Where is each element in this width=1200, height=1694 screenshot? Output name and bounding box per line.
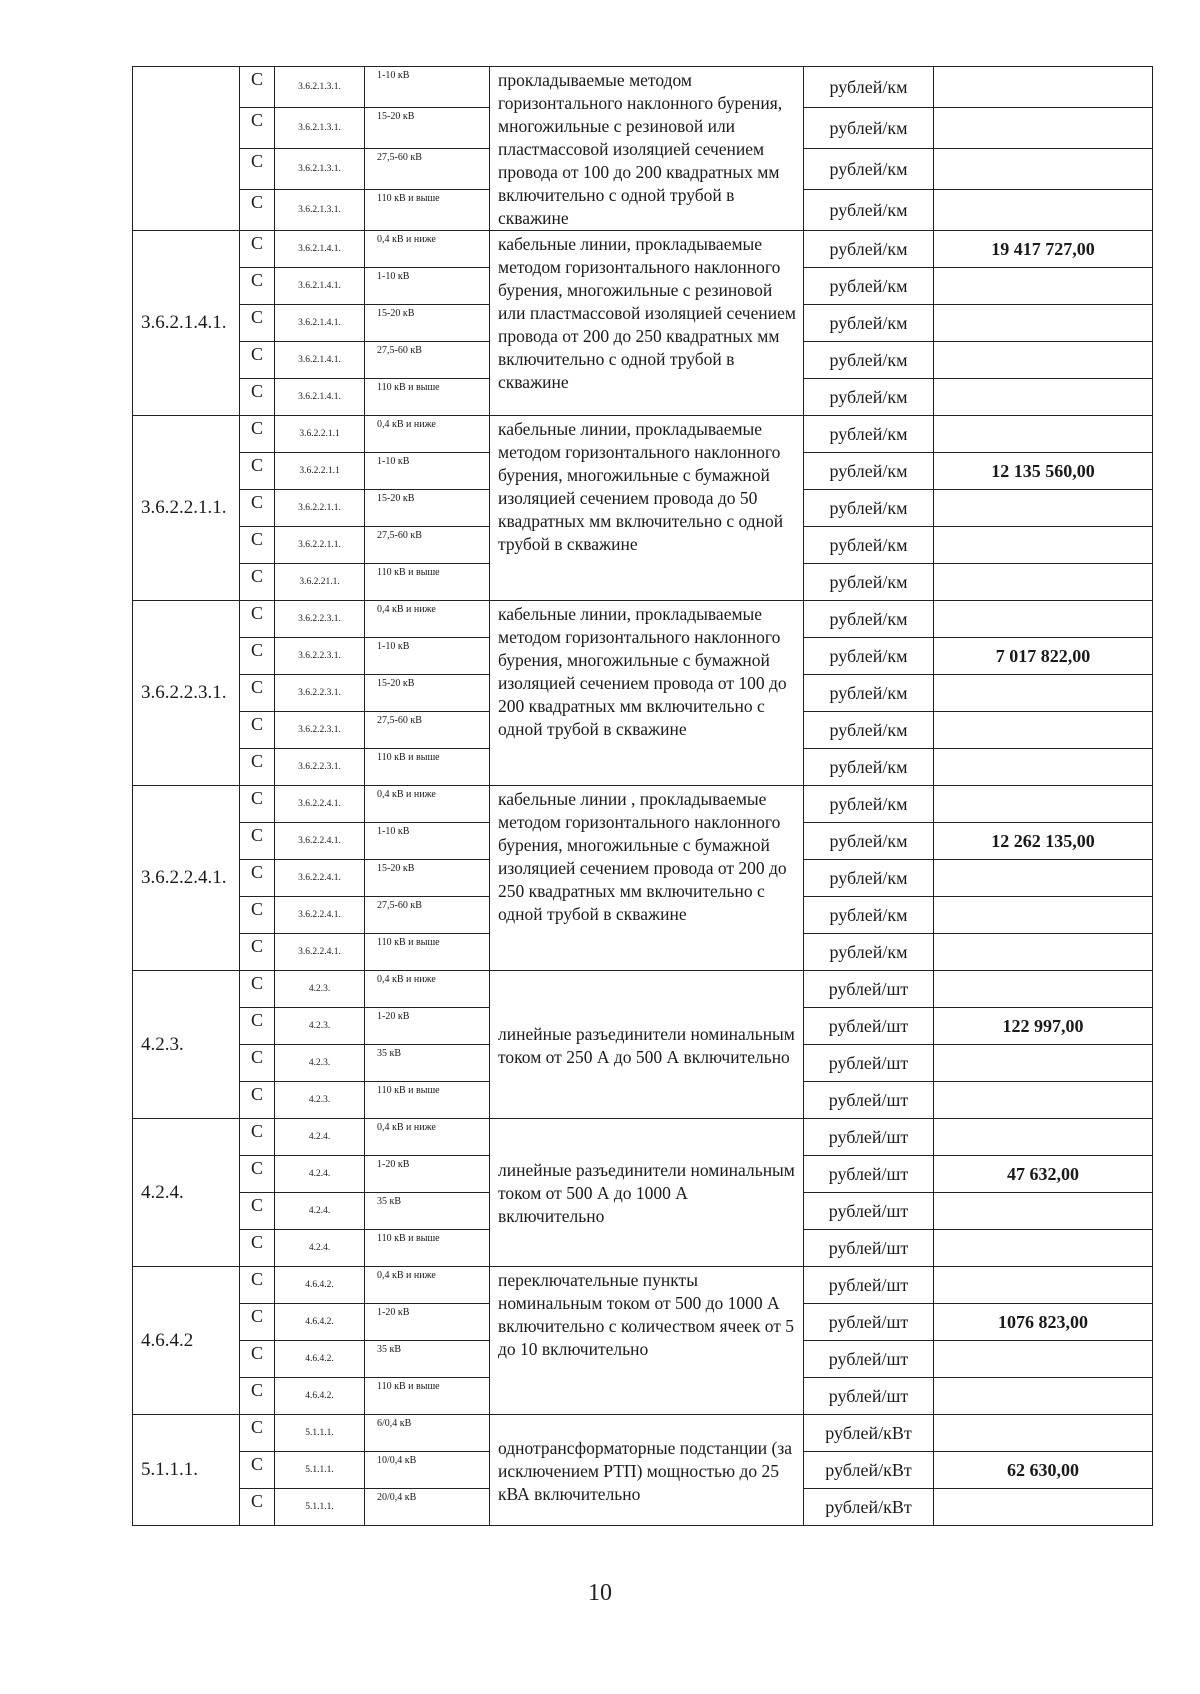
group-number: 3.6.2.1.4.1. [133, 231, 240, 416]
unit-cell: рублей/шт [804, 1267, 934, 1304]
code-cell: 4.2.3. [275, 971, 365, 1008]
unit-cell: рублей/км [804, 149, 934, 190]
unit-cell: рублей/кВт [804, 1452, 934, 1489]
unit-cell: рублей/км [804, 342, 934, 379]
category-cell: С [240, 490, 275, 527]
unit-cell: рублей/шт [804, 1230, 934, 1267]
price-cell [934, 527, 1153, 564]
category-cell: С [240, 305, 275, 342]
voltage-cell: 110 кВ и выше [365, 934, 490, 971]
voltage-cell: 110 кВ и выше [365, 749, 490, 786]
description-cell: линейные разъединители номинальным током от 500 А до 1000 А включительно [490, 1119, 804, 1267]
price-cell: 47 632,00 [934, 1156, 1153, 1193]
unit-cell: рублей/шт [804, 1304, 934, 1341]
category-cell: С [240, 1378, 275, 1415]
page-number: 10 [588, 1580, 612, 1606]
unit-cell: рублей/шт [804, 1193, 934, 1230]
code-cell: 5.1.1.1. [275, 1452, 365, 1489]
price-cell: 12 262 135,00 [934, 823, 1153, 860]
category-cell: С [240, 190, 275, 231]
price-cell: 62 630,00 [934, 1452, 1153, 1489]
code-cell: 3.6.2.1.3.1. [275, 190, 365, 231]
code-cell: 3.6.2.2.1.1. [275, 527, 365, 564]
voltage-cell: 27,5-60 кВ [365, 342, 490, 379]
price-cell [934, 1119, 1153, 1156]
description-cell: переключательные пункты номинальным током от 500 до 1000 А включительно с количеством ячеек от 5 до 10 включительно [490, 1267, 804, 1415]
category-cell: С [240, 231, 275, 268]
code-cell: 4.2.3. [275, 1045, 365, 1082]
category-cell: С [240, 1230, 275, 1267]
category-cell: С [240, 823, 275, 860]
voltage-cell: 110 кВ и выше [365, 1230, 490, 1267]
category-cell: С [240, 712, 275, 749]
code-cell: 5.1.1.1. [275, 1415, 365, 1452]
category-cell: С [240, 1304, 275, 1341]
category-cell: С [240, 638, 275, 675]
unit-cell: рублей/км [804, 564, 934, 601]
price-cell [934, 712, 1153, 749]
code-cell: 4.2.3. [275, 1082, 365, 1119]
category-cell: С [240, 1008, 275, 1045]
unit-cell: рублей/км [804, 601, 934, 638]
price-cell [934, 1415, 1153, 1452]
voltage-cell: 0,4 кВ и ниже [365, 1267, 490, 1304]
price-cell: 122 997,00 [934, 1008, 1153, 1045]
code-cell: 3.6.2.2.4.1. [275, 934, 365, 971]
voltage-cell: 15-20 кВ [365, 490, 490, 527]
voltage-cell: 1-10 кВ [365, 268, 490, 305]
unit-cell: рублей/км [804, 416, 934, 453]
voltage-cell: 10/0,4 кВ [365, 1452, 490, 1489]
unit-cell: рублей/км [804, 638, 934, 675]
voltage-cell: 0,4 кВ и ниже [365, 601, 490, 638]
voltage-cell: 0,4 кВ и ниже [365, 786, 490, 823]
voltage-cell: 110 кВ и выше [365, 1378, 490, 1415]
voltage-cell: 35 кВ [365, 1341, 490, 1378]
voltage-cell: 1-10 кВ [365, 67, 490, 108]
unit-cell: рублей/км [804, 675, 934, 712]
price-cell [934, 67, 1153, 108]
category-cell: С [240, 527, 275, 564]
price-cell [934, 1045, 1153, 1082]
price-cell: 19 417 727,00 [934, 231, 1153, 268]
price-cell [934, 601, 1153, 638]
code-cell: 3.6.2.1.3.1. [275, 67, 365, 108]
price-cell [934, 305, 1153, 342]
code-cell: 3.6.2.2.4.1. [275, 897, 365, 934]
table-row [133, 1119, 1153, 1156]
code-cell: 3.6.2.2.4.1. [275, 860, 365, 897]
code-cell: 3.6.2.2.3.1. [275, 749, 365, 786]
category-cell: С [240, 149, 275, 190]
unit-cell: рублей/км [804, 379, 934, 416]
voltage-cell: 0,4 кВ и ниже [365, 416, 490, 453]
category-cell: С [240, 1082, 275, 1119]
category-cell: С [240, 1156, 275, 1193]
unit-cell: рублей/км [804, 712, 934, 749]
unit-cell: рублей/км [804, 490, 934, 527]
price-cell [934, 1193, 1153, 1230]
code-cell: 3.6.2.21.1. [275, 564, 365, 601]
description-cell: однотрансформаторные подстанции (за исключением РТП) мощностью до 25 кВА включительно [490, 1415, 804, 1526]
table-row [133, 416, 1153, 453]
category-cell: С [240, 1489, 275, 1526]
unit-cell: рублей/шт [804, 971, 934, 1008]
category-cell: С [240, 897, 275, 934]
voltage-cell: 35 кВ [365, 1045, 490, 1082]
price-cell [934, 1267, 1153, 1304]
unit-cell: рублей/км [804, 860, 934, 897]
code-cell: 4.2.4. [275, 1230, 365, 1267]
price-cell: 12 135 560,00 [934, 453, 1153, 490]
category-cell: С [240, 934, 275, 971]
description-cell: прокладываемые методом горизонтального наклонного бурения, многожильные с резиновой или пластмассовой изоляцией сечением провода от 100 до 200 квадратных мм включительно с одной трубой в скважине [490, 67, 804, 231]
price-cell: 1076 823,00 [934, 1304, 1153, 1341]
category-cell: С [240, 1452, 275, 1489]
unit-cell: рублей/км [804, 268, 934, 305]
code-cell: 3.6.2.2.3.1. [275, 675, 365, 712]
voltage-cell: 110 кВ и выше [365, 1082, 490, 1119]
unit-cell: рублей/шт [804, 1341, 934, 1378]
category-cell: С [240, 67, 275, 108]
category-cell: С [240, 1045, 275, 1082]
code-cell: 4.6.4.2. [275, 1267, 365, 1304]
price-cell [934, 749, 1153, 786]
price-cell [934, 786, 1153, 823]
voltage-cell: 0,4 кВ и ниже [365, 231, 490, 268]
price-cell [934, 675, 1153, 712]
unit-cell: рублей/км [804, 453, 934, 490]
group-number: 4.6.4.2 [133, 1267, 240, 1415]
voltage-cell: 1-10 кВ [365, 453, 490, 490]
code-cell: 4.6.4.2. [275, 1341, 365, 1378]
unit-cell: рублей/км [804, 305, 934, 342]
code-cell: 5.1.1.1. [275, 1489, 365, 1526]
code-cell: 3.6.2.1.4.1. [275, 379, 365, 416]
group-number: 4.2.4. [133, 1119, 240, 1267]
unit-cell: рублей/км [804, 823, 934, 860]
table-row [133, 971, 1153, 1008]
unit-cell: рублей/км [804, 67, 934, 108]
code-cell: 3.6.2.2.3.1. [275, 712, 365, 749]
voltage-cell: 20/0,4 кВ [365, 1489, 490, 1526]
group-number: 3.6.2.2.3.1. [133, 601, 240, 786]
code-cell: 4.6.4.2. [275, 1378, 365, 1415]
category-cell: С [240, 1193, 275, 1230]
price-cell [934, 1341, 1153, 1378]
code-cell: 3.6.2.1.4.1. [275, 305, 365, 342]
voltage-cell: 27,5-60 кВ [365, 712, 490, 749]
code-cell: 4.6.4.2. [275, 1304, 365, 1341]
unit-cell: рублей/шт [804, 1119, 934, 1156]
category-cell: С [240, 1267, 275, 1304]
table-row [133, 1415, 1153, 1452]
unit-cell: рублей/км [804, 190, 934, 231]
code-cell: 4.2.4. [275, 1119, 365, 1156]
voltage-cell: 1-10 кВ [365, 823, 490, 860]
voltage-cell: 1-10 кВ [365, 638, 490, 675]
voltage-cell: 0,4 кВ и ниже [365, 1119, 490, 1156]
unit-cell: рублей/шт [804, 1156, 934, 1193]
code-cell: 3.6.2.2.3.1. [275, 638, 365, 675]
voltage-cell: 27,5-60 кВ [365, 897, 490, 934]
code-cell: 3.6.2.2.1.1 [275, 453, 365, 490]
unit-cell: рублей/шт [804, 1082, 934, 1119]
voltage-cell: 27,5-60 кВ [365, 149, 490, 190]
description-cell: кабельные линии, прокладываемые методом горизонтального наклонного бурения, многожильные с бумажной изоляцией сечением провода до 50 квадратных мм включительно с одной трубой в скважине [490, 416, 804, 601]
table-row [133, 601, 1153, 638]
price-cell: 7 017 822,00 [934, 638, 1153, 675]
category-cell: С [240, 1341, 275, 1378]
code-cell: 3.6.2.2.4.1. [275, 823, 365, 860]
unit-cell: рублей/шт [804, 1008, 934, 1045]
group-number: 5.1.1.1. [133, 1415, 240, 1526]
code-cell: 4.2.4. [275, 1193, 365, 1230]
price-cell [934, 108, 1153, 149]
voltage-cell: 15-20 кВ [365, 305, 490, 342]
table-row [133, 786, 1153, 823]
code-cell: 3.6.2.2.4.1. [275, 786, 365, 823]
voltage-cell: 1-20 кВ [365, 1008, 490, 1045]
voltage-cell: 15-20 кВ [365, 860, 490, 897]
category-cell: С [240, 416, 275, 453]
price-cell [934, 1378, 1153, 1415]
price-cell [934, 1082, 1153, 1119]
code-cell: 3.6.2.1.4.1. [275, 231, 365, 268]
voltage-cell: 110 кВ и выше [365, 190, 490, 231]
price-cell [934, 379, 1153, 416]
voltage-cell: 110 кВ и выше [365, 379, 490, 416]
code-cell: 3.6.2.1.4.1. [275, 268, 365, 305]
category-cell: С [240, 786, 275, 823]
unit-cell: рублей/км [804, 897, 934, 934]
category-cell: С [240, 601, 275, 638]
price-cell [934, 860, 1153, 897]
unit-cell: рублей/км [804, 786, 934, 823]
code-cell: 4.2.4. [275, 1156, 365, 1193]
unit-cell: рублей/км [804, 527, 934, 564]
tariff-table [132, 66, 1153, 1526]
price-cell [934, 1230, 1153, 1267]
price-cell [934, 490, 1153, 527]
voltage-cell: 0,4 кВ и ниже [365, 971, 490, 1008]
group-number [133, 67, 240, 231]
unit-cell: рублей/км [804, 749, 934, 786]
category-cell: С [240, 860, 275, 897]
category-cell: С [240, 342, 275, 379]
unit-cell: рублей/км [804, 108, 934, 149]
group-number: 4.2.3. [133, 971, 240, 1119]
category-cell: С [240, 268, 275, 305]
code-cell: 3.6.2.2.3.1. [275, 601, 365, 638]
voltage-cell: 15-20 кВ [365, 675, 490, 712]
price-cell [934, 971, 1153, 1008]
unit-cell: рублей/км [804, 934, 934, 971]
voltage-cell: 35 кВ [365, 1193, 490, 1230]
unit-cell: рублей/км [804, 231, 934, 268]
price-cell [934, 564, 1153, 601]
unit-cell: рублей/кВт [804, 1489, 934, 1526]
voltage-cell: 110 кВ и выше [365, 564, 490, 601]
voltage-cell: 1-20 кВ [365, 1304, 490, 1341]
price-cell [934, 1489, 1153, 1526]
voltage-cell: 6/0,4 кВ [365, 1415, 490, 1452]
voltage-cell: 27,5-60 кВ [365, 527, 490, 564]
category-cell: С [240, 675, 275, 712]
price-cell [934, 897, 1153, 934]
voltage-cell: 15-20 кВ [365, 108, 490, 149]
group-number: 3.6.2.2.4.1. [133, 786, 240, 971]
price-cell [934, 342, 1153, 379]
code-cell: 3.6.2.2.1.1 [275, 416, 365, 453]
category-cell: С [240, 1119, 275, 1156]
unit-cell: рублей/шт [804, 1378, 934, 1415]
code-cell: 4.2.3. [275, 1008, 365, 1045]
price-cell [934, 268, 1153, 305]
unit-cell: рублей/кВт [804, 1415, 934, 1452]
category-cell: С [240, 453, 275, 490]
category-cell: С [240, 564, 275, 601]
code-cell: 3.6.2.1.3.1. [275, 149, 365, 190]
voltage-cell: 1-20 кВ [365, 1156, 490, 1193]
table-row [133, 231, 1153, 268]
table-row [133, 67, 1153, 108]
price-cell [934, 149, 1153, 190]
code-cell: 3.6.2.1.4.1. [275, 342, 365, 379]
code-cell: 3.6.2.2.1.1. [275, 490, 365, 527]
category-cell: С [240, 1415, 275, 1452]
category-cell: С [240, 971, 275, 1008]
description-cell: кабельные линии, прокладываемые методом горизонтального наклонного бурения, многожильные с резиновой или пластмассовой изоляцией сечением провода от 200 до 250 квадратных мм включительно с одной трубой в скважине [490, 231, 804, 416]
table-row [133, 1267, 1153, 1304]
category-cell: С [240, 379, 275, 416]
description-cell: кабельные линии, прокладываемые методом горизонтального наклонного бурения, многожильные с бумажной изоляцией сечением провода от 100 до 200 квадратных мм включительно с одной трубой в скважине [490, 601, 804, 786]
price-cell [934, 190, 1153, 231]
category-cell: С [240, 108, 275, 149]
description-cell: кабельные линии , прокладываемые методом горизонтального наклонного бурения, многожильные с бумажной изоляцией сечением провода от 200 до 250 квадратных мм включительно с одной трубой в скважине [490, 786, 804, 971]
category-cell: С [240, 749, 275, 786]
code-cell: 3.6.2.1.3.1. [275, 108, 365, 149]
group-number: 3.6.2.2.1.1. [133, 416, 240, 601]
price-cell [934, 934, 1153, 971]
description-cell: линейные разъединители номинальным током от 250 А до 500 А включительно [490, 971, 804, 1119]
price-cell [934, 416, 1153, 453]
unit-cell: рублей/шт [804, 1045, 934, 1082]
